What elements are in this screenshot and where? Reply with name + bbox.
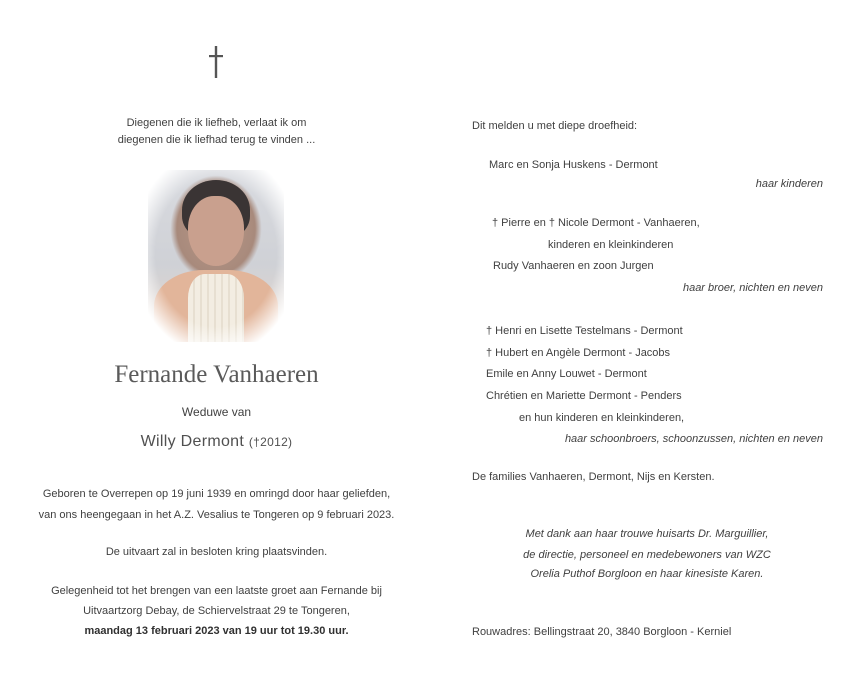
children-role: haar kinderen — [755, 178, 823, 190]
funeral-line: De uitvaart zal in besloten kring plaatsvinden. — [105, 546, 328, 558]
children-names: Marc en Sonja Huskens - Dermont — [489, 159, 658, 171]
inlaw-line-2: † Hubert en Angèle Dermont - Jacobs — [486, 347, 671, 359]
husband-name: Willy Dermont — [140, 433, 245, 450]
sibling-line-1: † Pierre en † Nicole Dermont - Vanhaeren, — [492, 217, 700, 229]
cross-icon — [209, 46, 223, 78]
inlaw-line-5: en hun kinderen en kleinkinderen, — [519, 412, 685, 424]
intro-text: Dit melden u met diepe droefheid: — [472, 120, 638, 132]
greeting-line-1: Gelegenheid tot het brengen van een laatste groet aan Fernande bij — [51, 585, 382, 597]
inlaw-line-1: † Henri en Lisette Testelmans - Dermont — [486, 325, 683, 337]
thanks-line-2: de directie, personeel en medebewoners van WZC — [523, 549, 771, 561]
inlaw-role: haar schoonbroers, schoonzussen, nichten en neven — [564, 433, 823, 445]
greeting-line-3: maandag 13 februari 2023 van 19 uur tot 19.30 uur. — [84, 625, 349, 637]
inlaw-line-3: Emile en Anny Louwet - Dermont — [486, 368, 647, 380]
sibling-line-3: Rudy Vanhaeren en zoon Jurgen — [493, 260, 654, 272]
deceased-name: Fernande Vanhaeren — [114, 361, 319, 388]
husband-death: (†2012) — [248, 435, 293, 449]
thanks-line-3: Orelia Puthof Borgloon en haar kinesiste Karen. — [530, 568, 764, 580]
greeting-line-2: Uitvaartzorg Debay, de Schiervelstraat 29 te Tongeren, — [83, 605, 350, 617]
thanks-line-1: Met dank aan haar trouwe huisarts Dr. Marguillier, — [525, 528, 769, 540]
quote-line-1: Diegenen die ik liefheb, verlaat ik om — [126, 117, 307, 129]
quote-line-2: diegenen die ik liefhad terug te vinden ... — [117, 134, 316, 146]
inlaw-line-4: Chrétien en Mariette Dermont - Penders — [486, 390, 682, 402]
born-line-2: van ons heengegaan in het A.Z. Vesalius te Tongeren op 9 februari 2023. — [38, 509, 395, 521]
mourning-address: Rouwadres: Bellingstraat 20, 3840 Borgloon - Kerniel — [472, 626, 732, 638]
widow-label: Weduwe van — [181, 405, 252, 419]
sibling-line-2: kinderen en kleinkinderen — [548, 239, 674, 251]
born-line-1: Geboren te Overrepen op 19 juni 1939 en omringd door haar geliefden, — [42, 488, 391, 500]
husband-line — [0, 433, 433, 451]
portrait-photo — [148, 170, 284, 342]
sibling-role: haar broer, nichten en neven — [682, 282, 823, 294]
families-line: De families Vanhaeren, Dermont, Nijs en Kersten. — [472, 471, 715, 483]
